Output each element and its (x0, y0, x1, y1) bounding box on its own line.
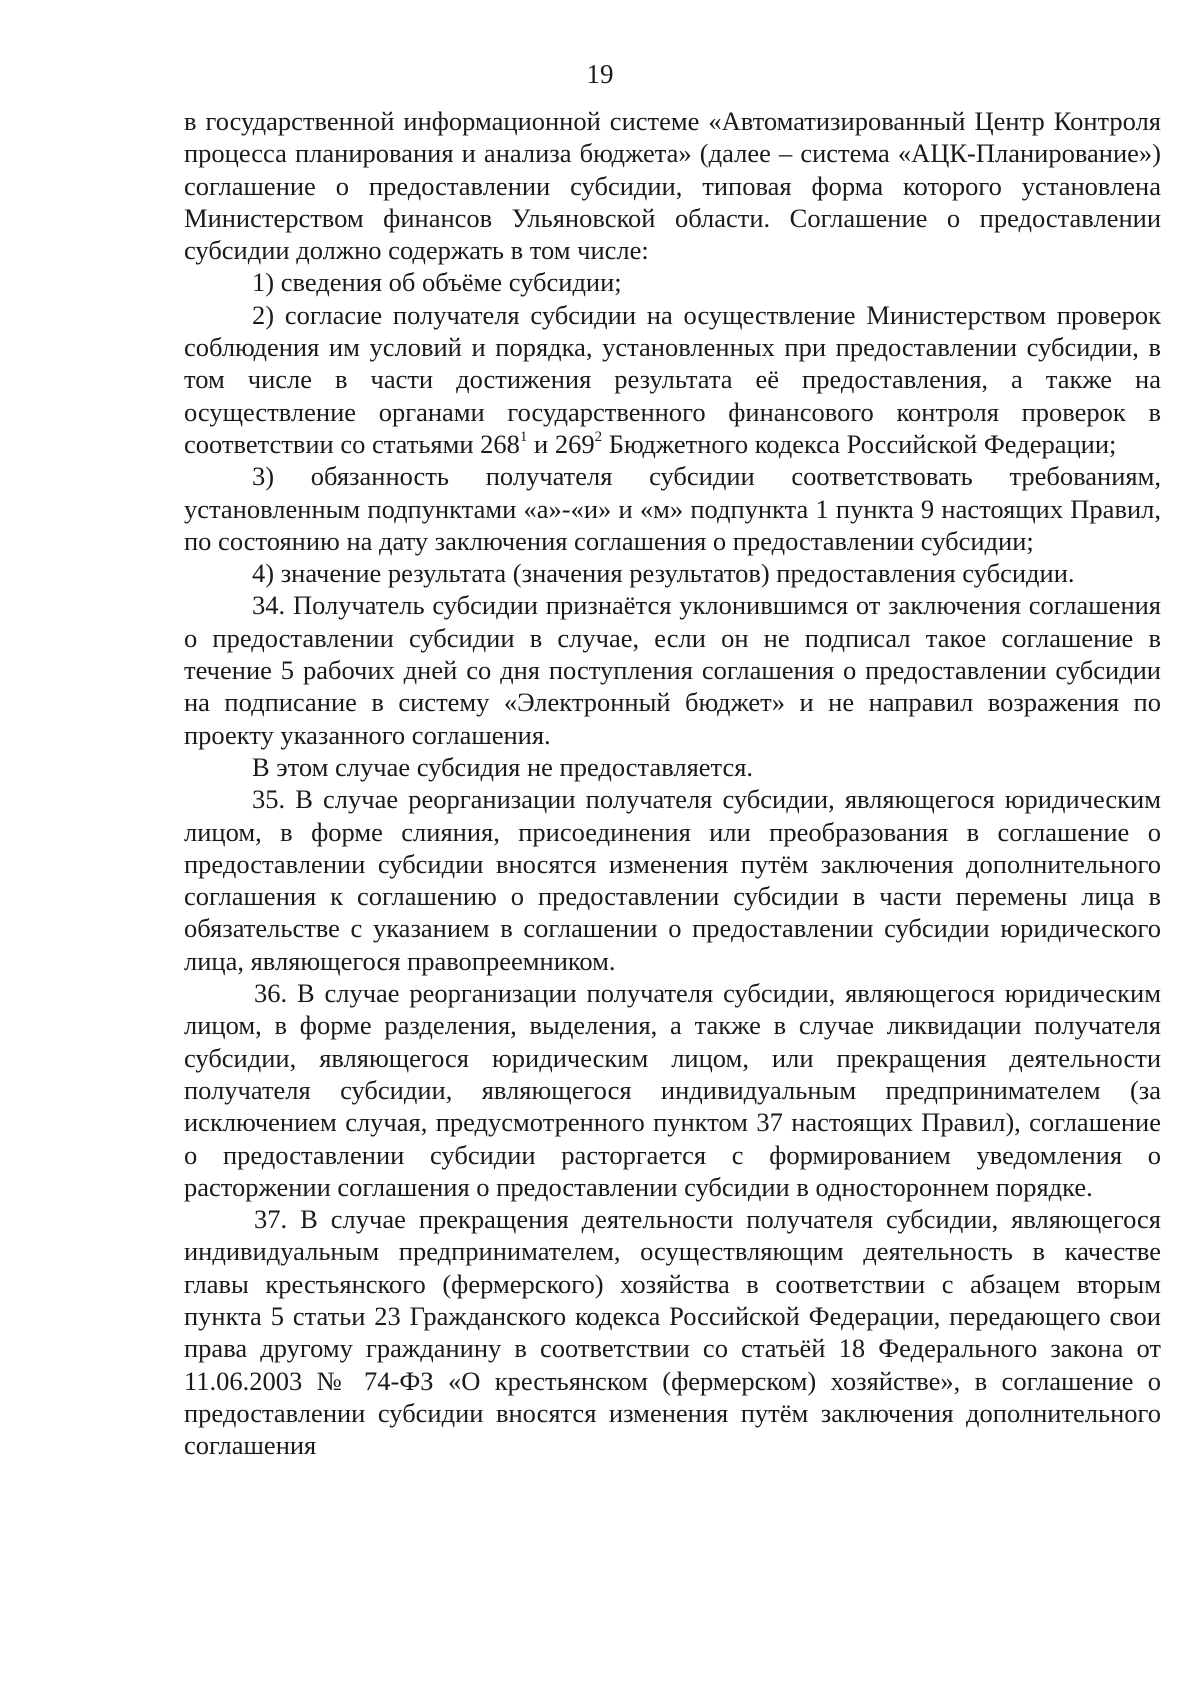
list-item-2 (184, 299, 1161, 460)
paragraph-intro: в государственной информационной системе «Автоматизированный Центр Контроля процесса планирования и анализа бюджета» (далее – система «АЦК-Планирование») соглашение о предоставлении субсидии, типовая форма которого установлена Министерством финансов Ульяновской области. Соглашение о предоставлении субсидии должно содержать в том числе: (184, 106, 1161, 266)
list-item-2-text-c: Бюджетного кодекса Российской Федерации; (602, 428, 1117, 459)
superscript-268: 1 (519, 428, 528, 445)
list-item-3: 3) обязанность получателя субсидии соответствовать требованиям, установленным подпунктами «а»-«и» и «м» подпункта 1 пункта 9 настоящих Правил, по состоянию на дату заключения соглашения о предоставлении субсидии; (184, 461, 1161, 556)
superscript-269: 2 (594, 428, 603, 445)
list-item-1: 1) сведения об объёме субсидии; (252, 267, 622, 298)
paragraph-35: 35. В случае реорганизации получателя субсидии, являющегося юридическим лицом, в форме слияния, присоединения или преобразования в соглашение о предоставлении субсидии вносятся изменения путём заключения дополнительного соглашения к соглашению о предоставлении субсидии в части перемены лица в обязательстве с указанием в соглашении о предоставлении субсидии юридического лица, являющегося правопреемником. (184, 784, 1161, 976)
document-body (184, 105, 1161, 1461)
list-item-2-text-a: 2) согласие получателя субсидии на осуществление Министерством проверок соблюдения им условий и порядка, установленных при предоставлении субсидии, в том числе в части достижения результата её предоставления, а также на осуществление органами государственного финансового контроля проверок в соответствии со статьями 268 (184, 299, 1161, 459)
list-item-2-text-b: и 269 (527, 428, 595, 459)
list-item-4: 4) значение результата (значения результатов) предоставления субсидии. (252, 558, 1075, 589)
paragraph-34-note: В этом случае субсидия не предоставляется. (252, 751, 754, 782)
paragraph-37: 37. В случае прекращения деятельности получателя субсидии, являющегося индивидуальным предпринимателем, осуществляющим деятельность в качестве главы крестьянского (фермерского) хозяйства в соответствии с абзацем вторым пункта 5 статьи 23 Гражданского кодекса Российской Федерации, передающего свои права другому гражданину в соответствии со статьёй 18 Федерального закона от 11.06.2003 № 74-ФЗ «О крестьянском (фермерском) хозяйстве», в соглашение о предоставлении субсидии вносятся изменения путём заключения дополнительного соглашения (184, 1204, 1161, 1461)
paragraph-36: 36. В случае реорганизации получателя субсидии, являющегося юридическим лицом, в форме разделения, выделения, а также в случае ликвидации получателя субсидии, являющегося юридическим лицом, или прекращения деятельности получателя субсидии, являющегося индивидуальным предпринимателем (за исключением случая, предусмотренного пунктом 37 настоящих Правил), соглашение о предоставлении субсидии расторгается с формированием уведомления о расторжении соглашения о предоставлении субсидии в одностороннем порядке. (184, 978, 1161, 1202)
page-number: 19 (586, 59, 614, 89)
paragraph-34: 34. Получатель субсидии признаётся уклонившимся от заключения соглашения о предоставлении субсидии в случае, если он не подписал такое соглашение в течение 5 рабочих дней со дня поступления соглашения о предоставлении субсидии на подписание в систему «Электронный бюджет» и не направил возражения по проекту указанного соглашения. (184, 590, 1161, 750)
